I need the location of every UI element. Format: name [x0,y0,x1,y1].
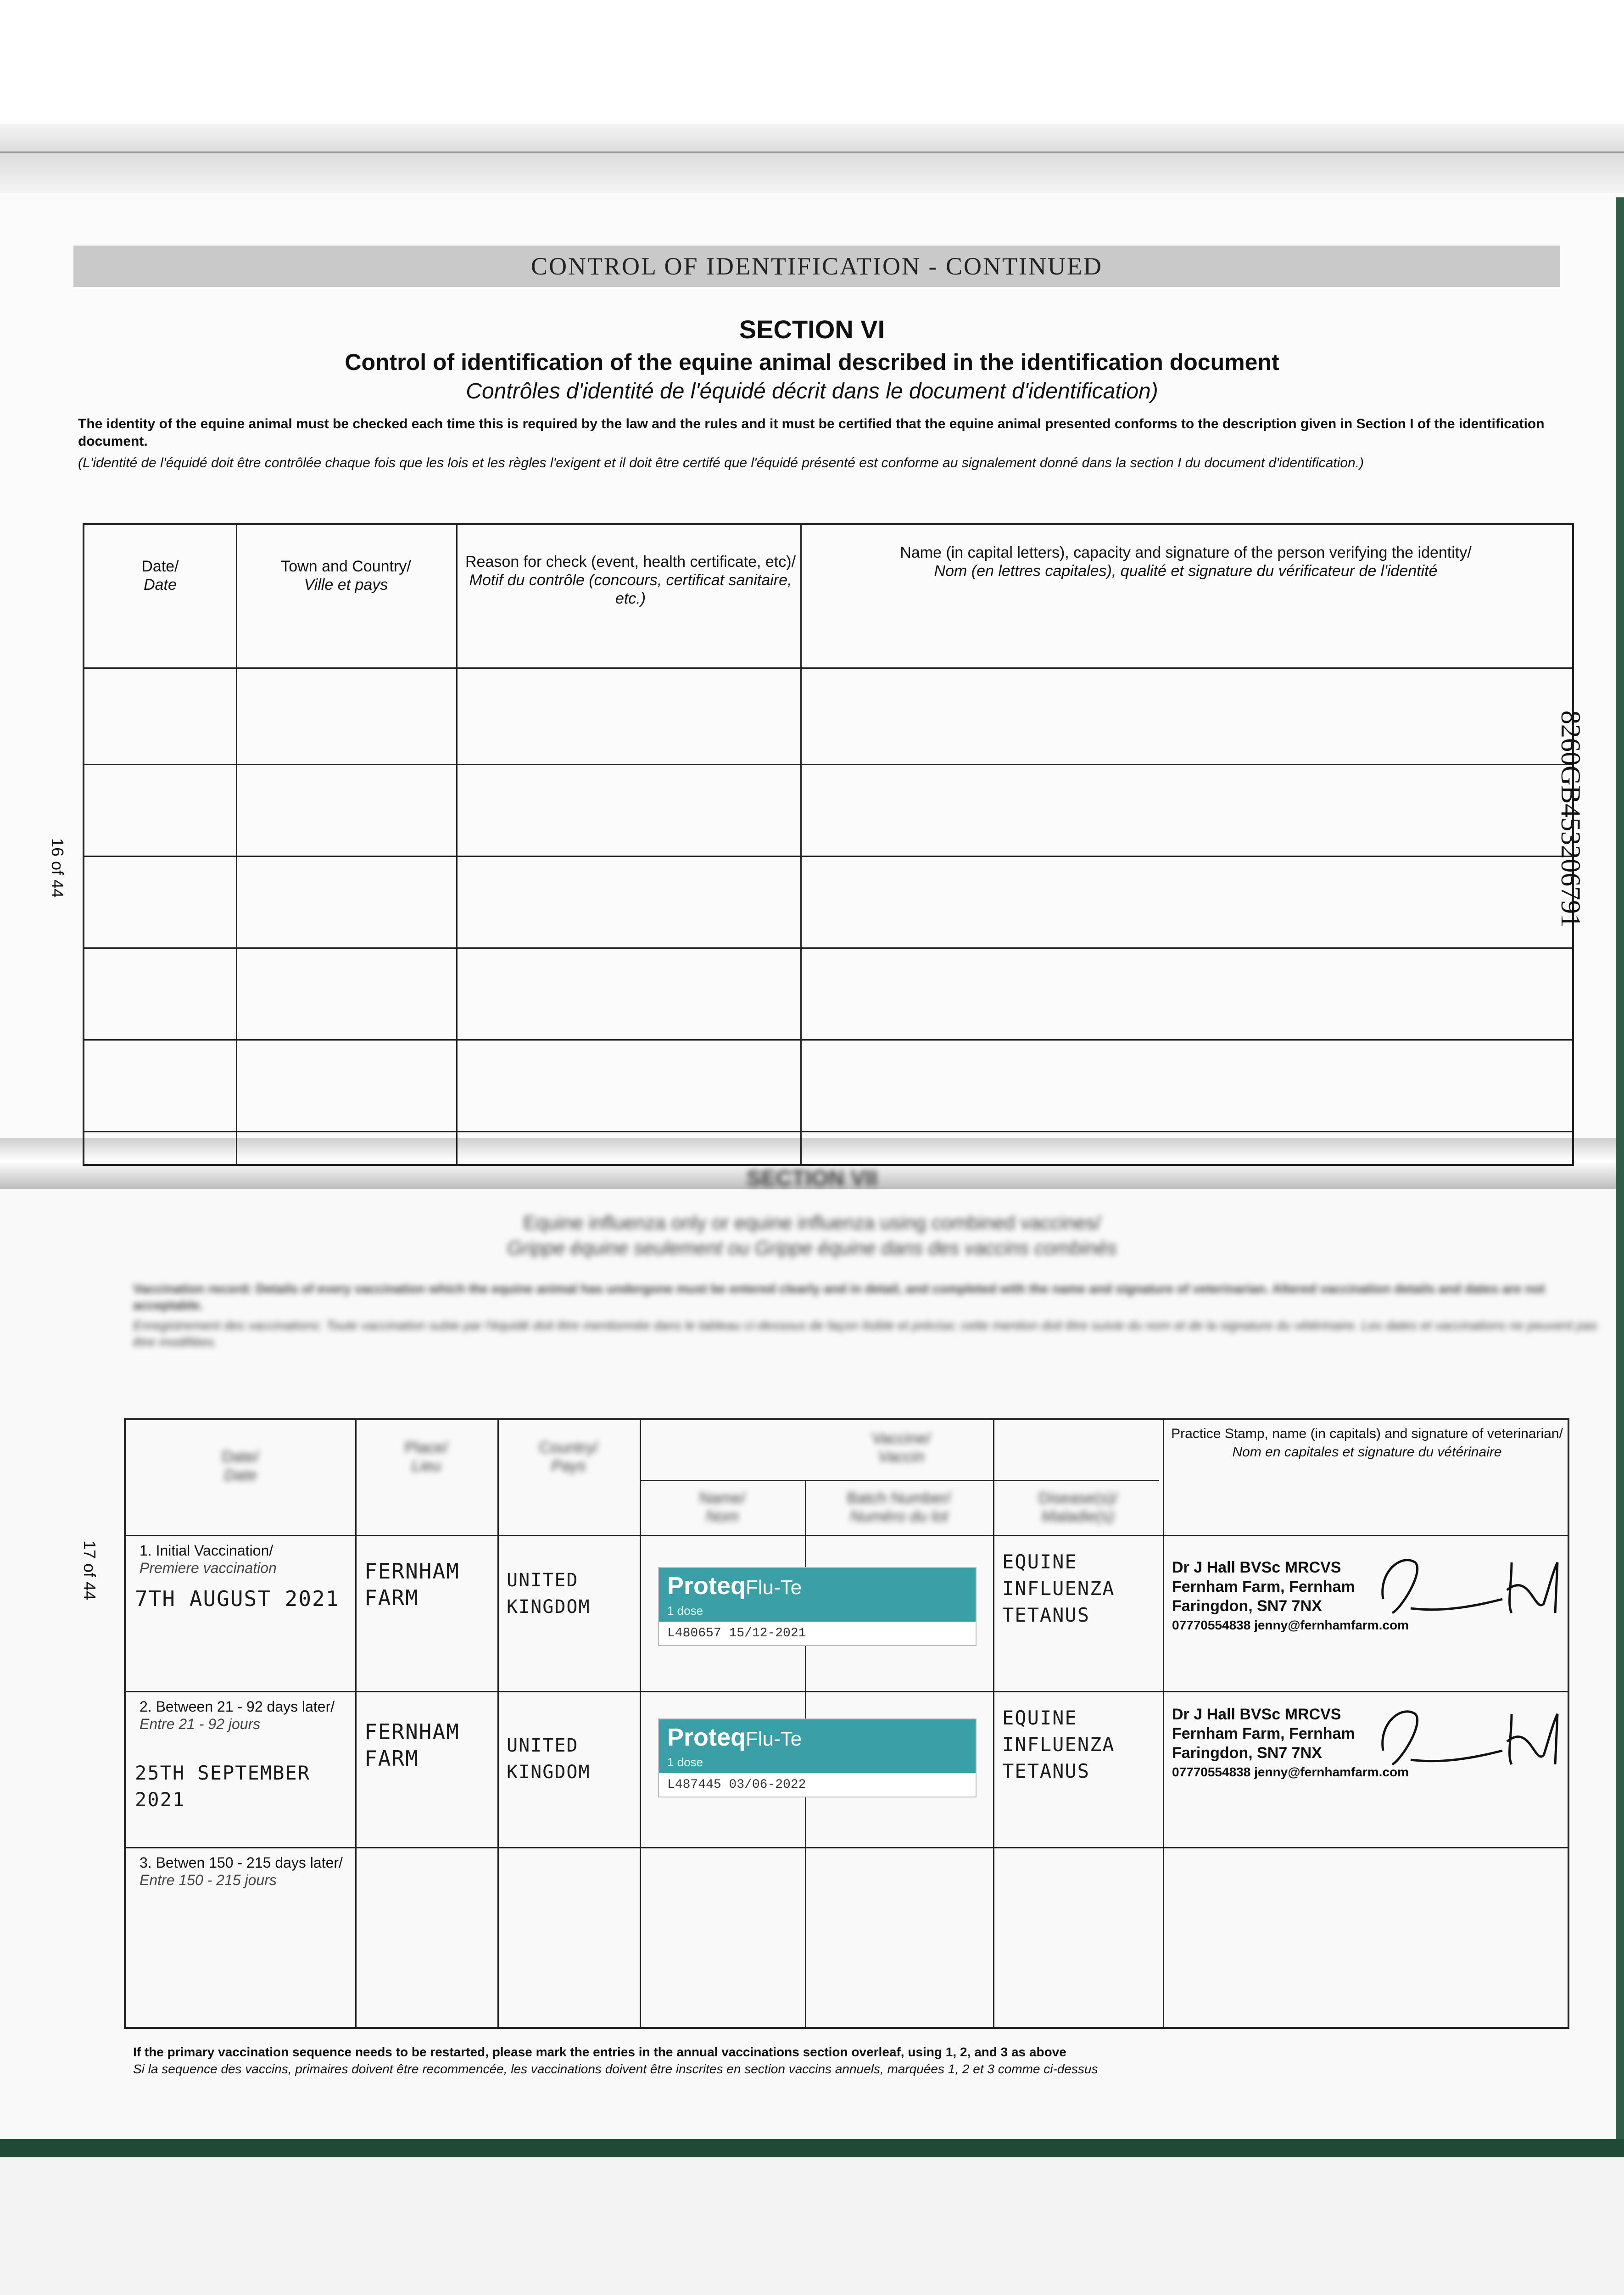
lower-intro-english: Vaccination record: Details of every vaccination which the equine animal has undergone must be entered clearly and in detail, and completed with the name and signature of veterinarian. Altered vaccination details and dates are not acceptable. [133,1282,1545,1312]
row2-batch: L487445 03/06-2022 [667,1778,806,1792]
col-header-town-country: Town and Country/ Ville et pays [281,558,411,593]
row2-country: UNITED KINGDOM [507,1735,591,1783]
row2-date: 25TH SEPTEMBER 2021 [135,1762,311,1811]
lower-subtitle-french: Grippe équine seulement ou Grippe équine dans des vaccins combinés [507,1237,1117,1259]
page-number-17: 17 of 44 [80,1540,100,1601]
row1-disease: EQUINE INFLUENZA TETANUS [1002,1551,1115,1626]
row1-vet-stamp: Dr J Hall BVSc MRCVS Fernham Farm, Fernham Faringdon, SN7 7NX 07770554838 jenny@fernhamfarm.com [1172,1559,1409,1632]
row1-vaccine-sticker: ProteqFlu-Te 1 dose L480657 15/12-2021 [658,1567,977,1646]
vac-col-disease: Disease(s)/ Maladie(s) [1038,1489,1117,1525]
row2-label: 2. Between 21 - 92 days later/ Entre 21 - 92 jours [140,1698,335,1732]
vac-col-vaccine: Vaccine/ Vaccin [872,1430,931,1466]
col-header-reason: Reason for check (event, health certificate, etc)/ Motif du contrôle (concours, certificat sanitaire, etc.) [465,553,796,607]
vac-col-stamp: Practice Stamp, name (in capitals) and signature of veterinarian/ Nom en capitales et signature du vétérinaire [1171,1426,1563,1460]
banner-title: CONTROL OF IDENTIFICATION - CONTINUED [531,252,1103,280]
subtitle-english: Control of identification of the equine animal described in the identification document [345,349,1279,375]
document-number: 8260GB453206791 [1555,710,1586,928]
vac-col-country: Country/ Pays [539,1439,598,1475]
footer-french: Si la sequence des vaccins, primaires doivent être recommencée, les vaccinations doivent être inscrites en section vaccins annuels, marquées 1, 2 et 3 comme ci-dessus [133,2062,1098,2076]
col-header-date: Date/ Date [141,558,179,593]
vaccination-table [124,1418,1569,2029]
row2-vaccine-sticker: ProteqFlu-Te 1 dose L487445 03/06-2022 [658,1718,977,1797]
scan-bottom [0,2157,1624,2295]
vac-col-name: Name/ Nom [699,1489,746,1525]
vac-col-date: Date/ Date [222,1448,259,1484]
vac-col-place: Place/ Lieu [404,1439,448,1475]
row2-vet-signature [1374,1696,1567,1778]
page-title: SECTION VI [739,315,885,344]
row1-place: FERNHAM FARM [364,1559,460,1610]
row1-label: 1. Initial Vaccination/ Premiere vaccination [140,1542,277,1576]
identity-check-table [83,523,1574,1166]
row2-place: FERNHAM FARM [364,1719,460,1771]
row1-batch: L480657 15/12-2021 [667,1626,806,1640]
row2-vet-stamp: Dr J Hall BVSc MRCVS Fernham Farm, Fernham Faringdon, SN7 7NX 07770554838 jenny@fernhamfarm.com [1172,1706,1409,1779]
row2-disease: EQUINE INFLUENZA TETANUS [1002,1707,1115,1782]
vac-col-batch: Batch Number/ Numéro du lot [847,1489,951,1525]
scan-shadow [0,124,1624,197]
scan-edge-line [0,151,1624,153]
row3-label: 3. Betwen 150 - 215 days later/ Entre 150 - 215 jours [140,1854,343,1888]
row1-date: 7TH AUGUST 2021 [135,1586,340,1611]
lower-section-title: SECTION VII [746,1166,878,1191]
page-number-16: 16 of 44 [48,838,67,898]
row1-country: UNITED KINGDOM [507,1570,591,1618]
footer-english: If the primary vaccination sequence needs to be restarted, please mark the entries in the annual vaccinations section overleaf, using 1, 2, and 3 as above [133,2045,1066,2059]
intro-french: (L'identité de l'équidé doit être contrôlée chaque fois que les lois et les règles l'exigent et il doit être certifé que l'équidé présenté est conforme au signalement donné dans la section I du document d'identification.) [78,455,1364,470]
section-banner [73,246,1560,287]
col-header-verifier: Name (in capital letters), capacity and signature of the person verifying the identity/ Nom (en lettres capitales), qualité et signature du vérificateur de l'identité [900,544,1472,580]
lower-intro-french: Enregistrement des vaccinations: Toute vaccination subie par l'équidé doit être mentionnée dans le tableau ci-dessous de façon lisible et précise; cette mention doit être suivie du nom et de la signature du vétérinaire. Les dates et vaccinations ne peuvent pas être modifiées. [133,1318,1597,1349]
intro-english: The identity of the equine animal must be checked each time this is required by the law and the rules and it must be certified that the equine animal presented conforms to the description given in Section I of the identification document. [78,416,1545,449]
subtitle-french: Contrôles d'identité de l'équidé décrit dans le document d'identification) [466,379,1158,403]
row1-vet-signature [1374,1544,1567,1627]
lower-subtitle-english: Equine influenza only or equine influenza using combined vaccines/ [523,1212,1101,1233]
